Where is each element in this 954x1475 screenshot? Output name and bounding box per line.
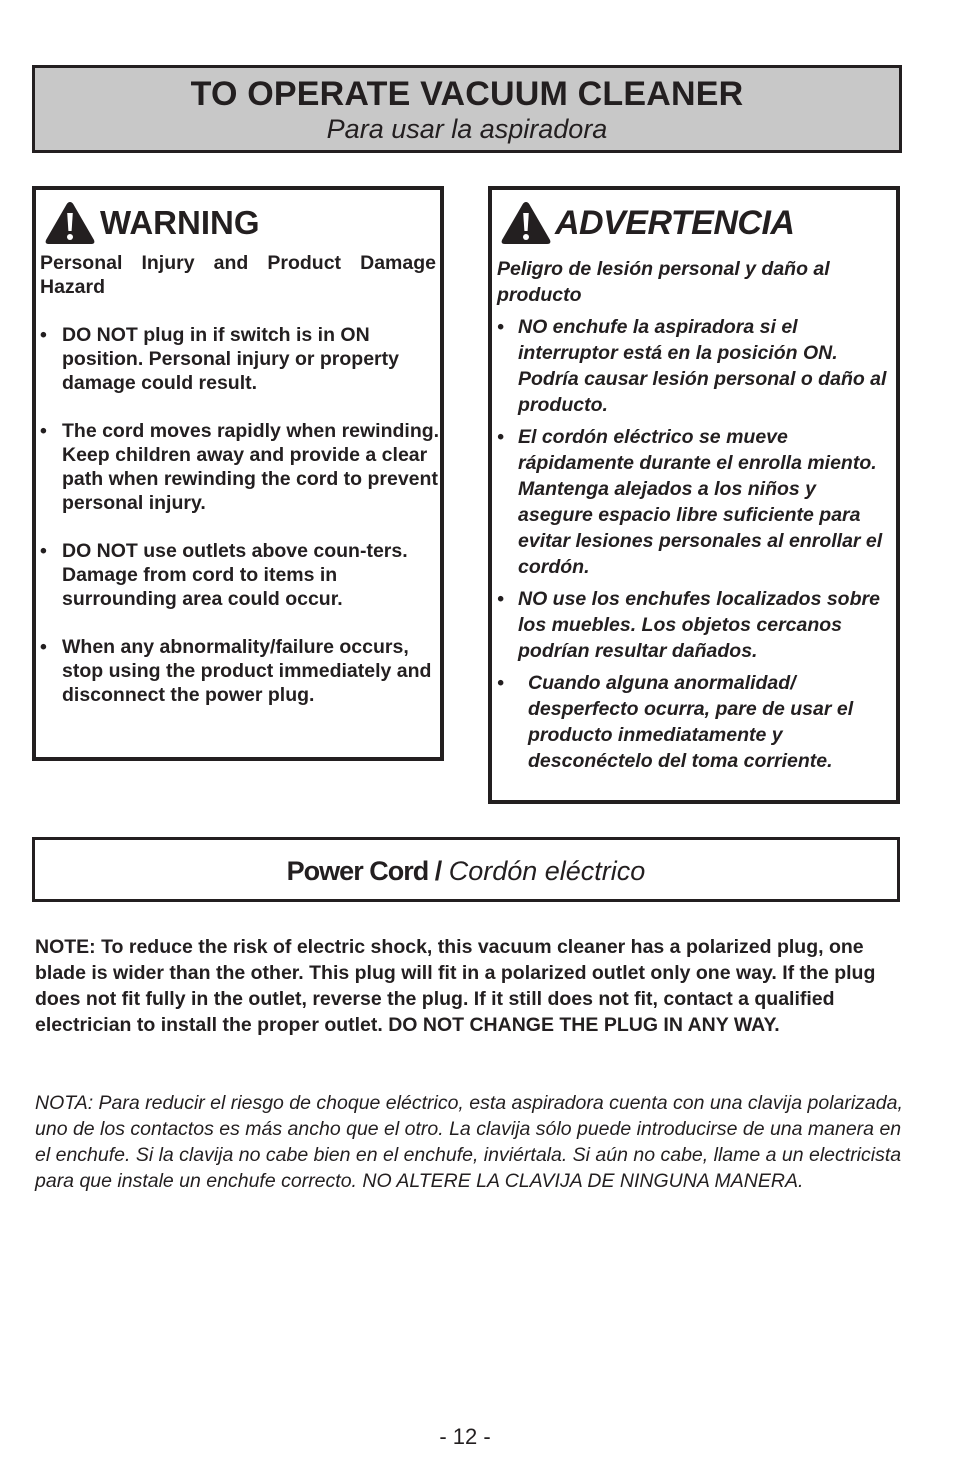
- warning-header: [500, 200, 896, 246]
- warning-heading: ADVERTENCIA: [555, 203, 795, 242]
- warning-heading: WARNING: [100, 204, 260, 241]
- warning-triangle-icon: [44, 200, 96, 246]
- warning-list: [40, 323, 440, 707]
- list-item: • The cord moves rapidly when rewinding. Keep children away and provide a clear path when rewinding the cord to prevent personal injury.: [40, 420, 440, 514]
- page-title-banner: [32, 65, 902, 153]
- section-heading-english: Power Cord /: [286, 856, 442, 886]
- warning-box-spanish: [488, 186, 900, 804]
- list-item: • El cordón eléctrico se mueve rápidamente durante el enrolla miento. Mantenga alejados a los niños y asegure espacio libre suficiente para evitar lesiones personales al enrollar el cordón.: [497, 426, 883, 578]
- hazard-text: Personal Injury and Product Damage Hazard: [40, 252, 436, 298]
- note-english: NOTE: To reduce the risk of electric shock, this vacuum cleaner has a polarized plug, one blade is wider than the other. This plug will fit in a polarized outlet only one way. If the plug does not fit fully in the outlet, reverse the plug. If it still does not fit, contact a qualified electrician to install the proper outlet. DO NOT CHANGE THE PLUG IN ANY WAY.: [35, 936, 876, 1036]
- list-item: • NO use los enchufes localizados sobre los muebles. Los objetos cercanos podrían resultar dañados.: [497, 588, 880, 662]
- section-heading-box: [32, 837, 900, 902]
- page-number: - 12 -: [439, 1424, 491, 1449]
- page-subtitle: Para usar la aspiradora: [326, 114, 608, 144]
- hazard-text: Peligro de lesión personal y daño al producto: [497, 258, 830, 306]
- warning-list: [497, 314, 896, 774]
- list-item: • NO enchufe la aspiradora si el interruptor está en la posición ON. Podría causar lesión personal o daño al producto.: [497, 316, 887, 416]
- section-heading: [35, 855, 897, 887]
- warning-box-english: [32, 186, 444, 761]
- note-spanish: NOTA: Para reducir el riesgo de choque eléctrico, esta aspiradora cuenta con una clavija polarizada, uno de los contactos es más ancho que el otro. La clavija sólo puede introducirse de una manera en el enchufe. Si la clavija no cabe bien en el enchufe, inviértala. Si aún no cabe, llame a un electricista para que instale un enchufe correcto. NO ALTERE LA CLAVIJA DE NINGUNA MANERA.: [35, 1092, 903, 1192]
- list-item: • DO NOT use outlets above coun-ters. Damage from cord to items in surrounding area could occur.: [40, 540, 408, 610]
- warning-header: [44, 200, 440, 246]
- list-item: • Cuando alguna anormalidad/ desperfecto ocurra, pare de usar el producto inmediatamente y desconéctelo del toma corriente.: [497, 672, 854, 772]
- section-heading-spanish: Cordón eléctrico: [448, 856, 646, 886]
- list-item: • When any abnormality/failure occurs, stop using the product immediately and disconnect the power plug.: [40, 636, 432, 706]
- warning-triangle-icon: [500, 200, 552, 246]
- page-title: TO OPERATE VACUUM CLEANER: [190, 75, 744, 113]
- list-item: • DO NOT plug in if switch is in ON position. Personal injury or property damage could result.: [40, 324, 399, 394]
